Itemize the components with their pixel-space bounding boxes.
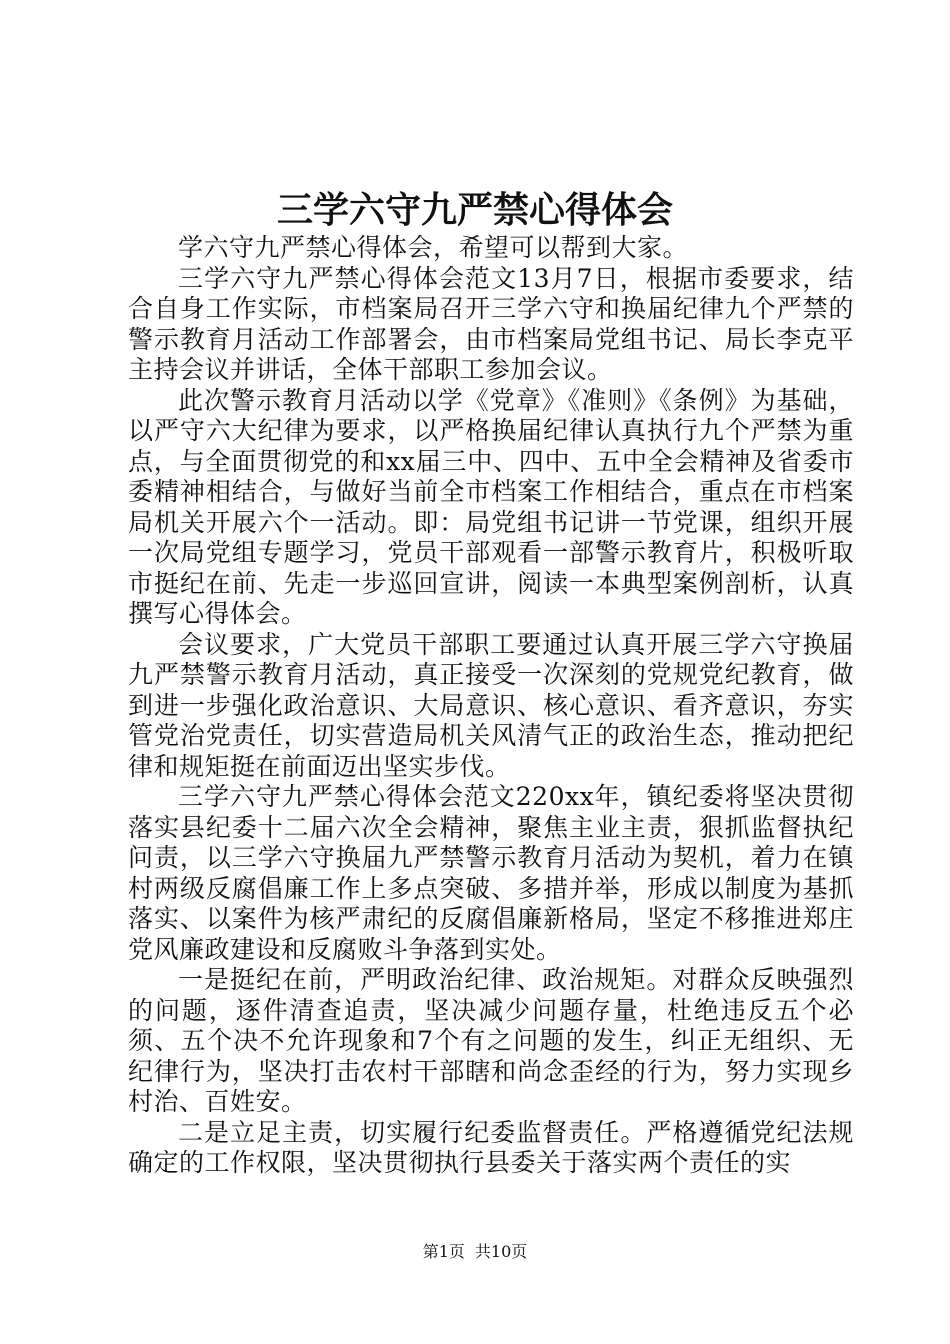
paragraph-3: 会议要求，广大党员干部职工要通过认真开展三学六守换届九严禁警示教育月活动，真正接受一次深刻的党规党纪教育，做到进一步强化政治意识、大局意识、核心意识、看齐意识，夯实管党治党责任，切实营造局机关风清气正的政治生态，推动把纪律和规矩挺在前面迈出坚实步伐。: [128, 629, 854, 781]
paragraph-5: 一是挺纪在前，严明政治纪律、政治规矩。对群众反映强烈的问题，逐件清查追责，坚决减少问题存量，杜绝违反五个必须、五个决不允许现象和7个有之问题的发生，纠正无组织、无纪律行为，坚决打击农村干部瞎和尚念歪经的行为，努力实现乡村治、百姓安。: [128, 965, 854, 1116]
page-total: 共10页: [474, 1242, 528, 1261]
paragraph-2: 此次警示教育月活动以学《党章》《准则》《条例》为基础，以严守六大纪律为要求，以严格换届纪律认真执行九个严禁为重点，与全面贯彻党的和xx届三中、四中、五中全会精神及省委市委精神相结合，与做好当前全市档案工作相结合，重点在市档案局机关开展六个一活动。即：局党组书记讲一节党课，组织开展一次局党组专题学习，党员干部观看一部警示教育片，积极听取市挺纪在前、先走一步巡回宣讲，阅读一本典型案例剖析，认真撰写心得体会。: [128, 385, 854, 628]
document-title: 三学六守九严禁心得体会: [276, 189, 673, 231]
page-footer: [0, 1241, 950, 1263]
document-body: [128, 233, 854, 1179]
paragraph-6: 二是立足主责，切实履行纪委监督责任。严格遵循党纪法规确定的工作权限，坚决贯彻执行县委关于落实两个责任的实: [128, 1117, 854, 1177]
paragraph-4: 三学六守九严禁心得体会范文220xx年，镇纪委将坚决贯彻落实县纪委十二届六次全会精神，聚焦主业主责，狠抓监督执纪问责，以三学六守换届九严禁警示教育月活动为契机，着力在镇村两级反腐倡廉工作上多点突破、多措并举，形成以制度为基抓落实、以案件为核严肃纪的反腐倡廉新格局，坚定不移推进郑庄党风廉政建设和反腐败斗争落到实处。: [128, 782, 854, 964]
paragraph-1: 三学六守九严禁心得体会范文13月7日，根据市委要求，结合自身工作实际，市档案局召开三学六守和换届纪律九个严禁的警示教育月活动工作部署会，由市档案局党组书记、局长李克平主持会议并讲话，全体干部职工参加会议。: [128, 263, 854, 384]
page-number: 第1页: [422, 1242, 465, 1261]
paragraph-intro: 学六守九严禁心得体会，希望可以帮到大家。: [178, 233, 689, 262]
